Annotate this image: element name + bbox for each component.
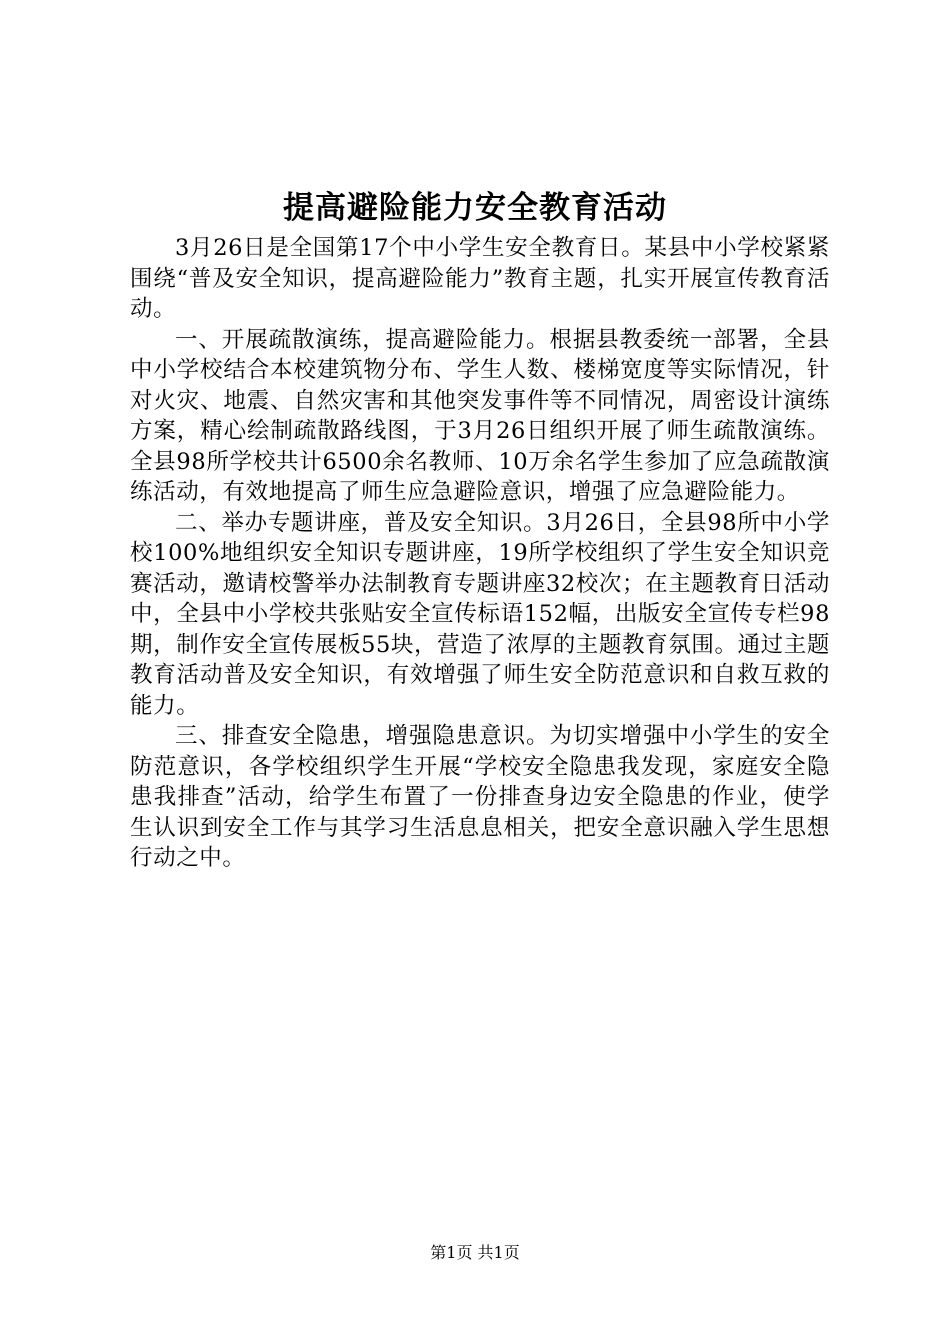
- paragraph-intro: 3月26日是全国第17个中小学生安全教育日。某县中小学校紧紧围绕“普及安全知识，提高避险能力”教育主题，扎实开展宣传教育活动。: [130, 235, 830, 322]
- paragraph-evacuation-drill: 一、开展疏散演练，提高避险能力。根据县教委统一部署，全县中小学校结合本校建筑物分布、学生人数、楼梯宽度等实际情况，针对火灾、地震、自然灾害和其他突发事件等不同情况，周密设计演练方案，精心绘制疏散路线图，于3月26日组织开展了师生疏散演练。全县98所学校共计6500余名教师、10万余名学生参加了应急疏散演练活动，有效地提高了师生应急避险意识，增强了应急避险能力。: [130, 326, 830, 505]
- paragraph-hazard-inspection: 三、排查安全隐患，增强隐患意识。为切实增强中小学生的安全防范意识，各学校组织学生开展“学校安全隐患我发现，家庭安全隐患我排查”活动，给学生布置了一份排查身边安全隐患的作业，使学生认识到安全工作与其学习生活息息相关，把安全意识融入学生思想行动之中。: [130, 723, 830, 871]
- page-footer: 第1页 共1页: [430, 1243, 520, 1262]
- document-title: 提高避险能力安全教育活动: [283, 190, 667, 226]
- paragraph-safety-lectures: 二、举办专题讲座，普及安全知识。3月26日，全县98所中小学校100%地组织安全知识专题讲座，19所学校组织了学生安全知识竞赛活动，邀请校警举办法制教育专题讲座32校次；在主题教育日活动中，全县中小学校共张贴安全宣传标语152幅，出版安全宣传专栏98期，制作安全宣传展板55块，营造了浓厚的主题教育氛围。通过主题教育活动普及安全知识，有效增强了师生安全防范意识和自救互救的能力。: [130, 509, 830, 719]
- document-body: [130, 233, 830, 874]
